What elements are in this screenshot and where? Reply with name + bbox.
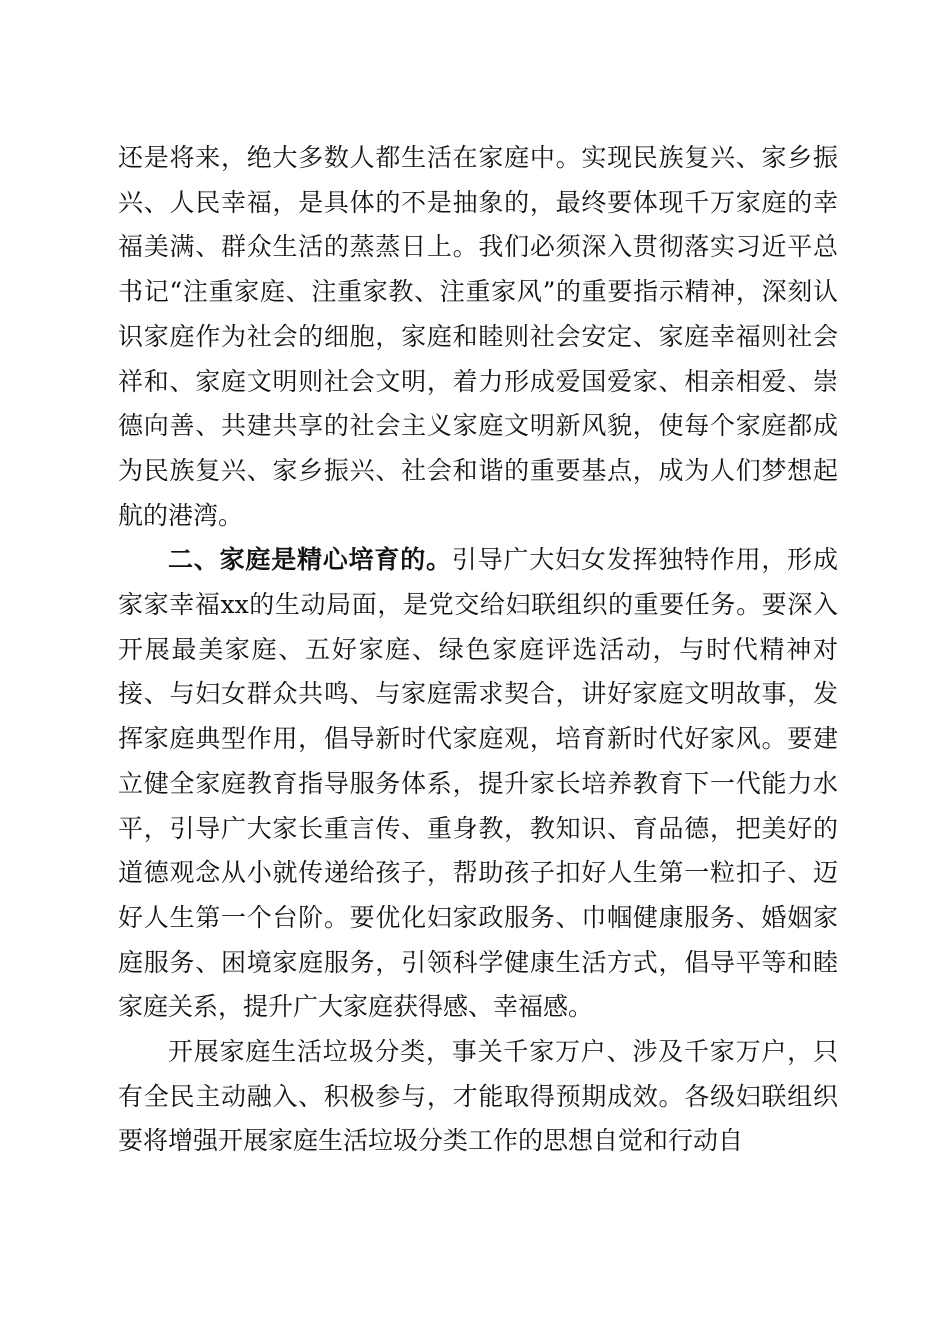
paragraph-continuation: 还是将来，绝大多数人都生活在家庭中。实现民族复兴、家乡振兴、人民幸福，是具体的不是抽象的，最终要体现千万家庭的幸福美满、群众生活的蒸蒸日上。我们必须深入贯彻落实习近平总书记“注重家庭、注重家教、注重家风”的重要指示精神，深刻认识家庭作为社会的细胞，家庭和睦则社会安定、家庭幸福则社会祥和、家庭文明则社会文明，着力形成爱国爱家、相亲相爱、崇德向善、共建共享的社会主义家庭文明新风貌，使每个家庭都成为民族复兴、家乡振兴、社会和谐的重要基点，成为人们梦想起航的港湾。 xyxy=(118,143,838,530)
paragraph-section-2 xyxy=(118,538,838,1030)
document-body xyxy=(118,136,838,1164)
section-heading: 二、家庭是精心培育的。 xyxy=(168,545,452,575)
section-body: 引导广大妇女发挥独特作用，形成家家幸福xx的生动局面，是党交给妇联组织的重要任务。要深入开展最美家庭、五好家庭、绿色家庭评选活动，与时代精神对接、与妇女群众共鸣、与家庭需求契合，讲好家庭文明故事，发挥家庭典型作用，倡导新时代家庭观，培育新时代好家风。要建立健全家庭教育指导服务体系，提升家长培养教育下一代能力水平，引导广大家长重言传、重身教，教知识、育品德，把美好的道德观念从小就传递给孩子，帮助孩子扣好人生第一粒扣子、迈好人生第一个台阶。要优化妇家政服务、巾帼健康服务、婚姻家庭服务、困境家庭服务，引领科学健康生活方式，倡导平等和睦家庭关系，提升广大家庭获得感、幸福感。 xyxy=(118,545,838,1022)
paragraph-garbage-sorting: 开展家庭生活垃圾分类，事关千家万户、涉及千家万户，只有全民主动融入、积极参与，才能取得预期成效。各级妇联组织要将增强开展家庭生活垃圾分类工作的思想自觉和行动自 xyxy=(118,1037,838,1156)
